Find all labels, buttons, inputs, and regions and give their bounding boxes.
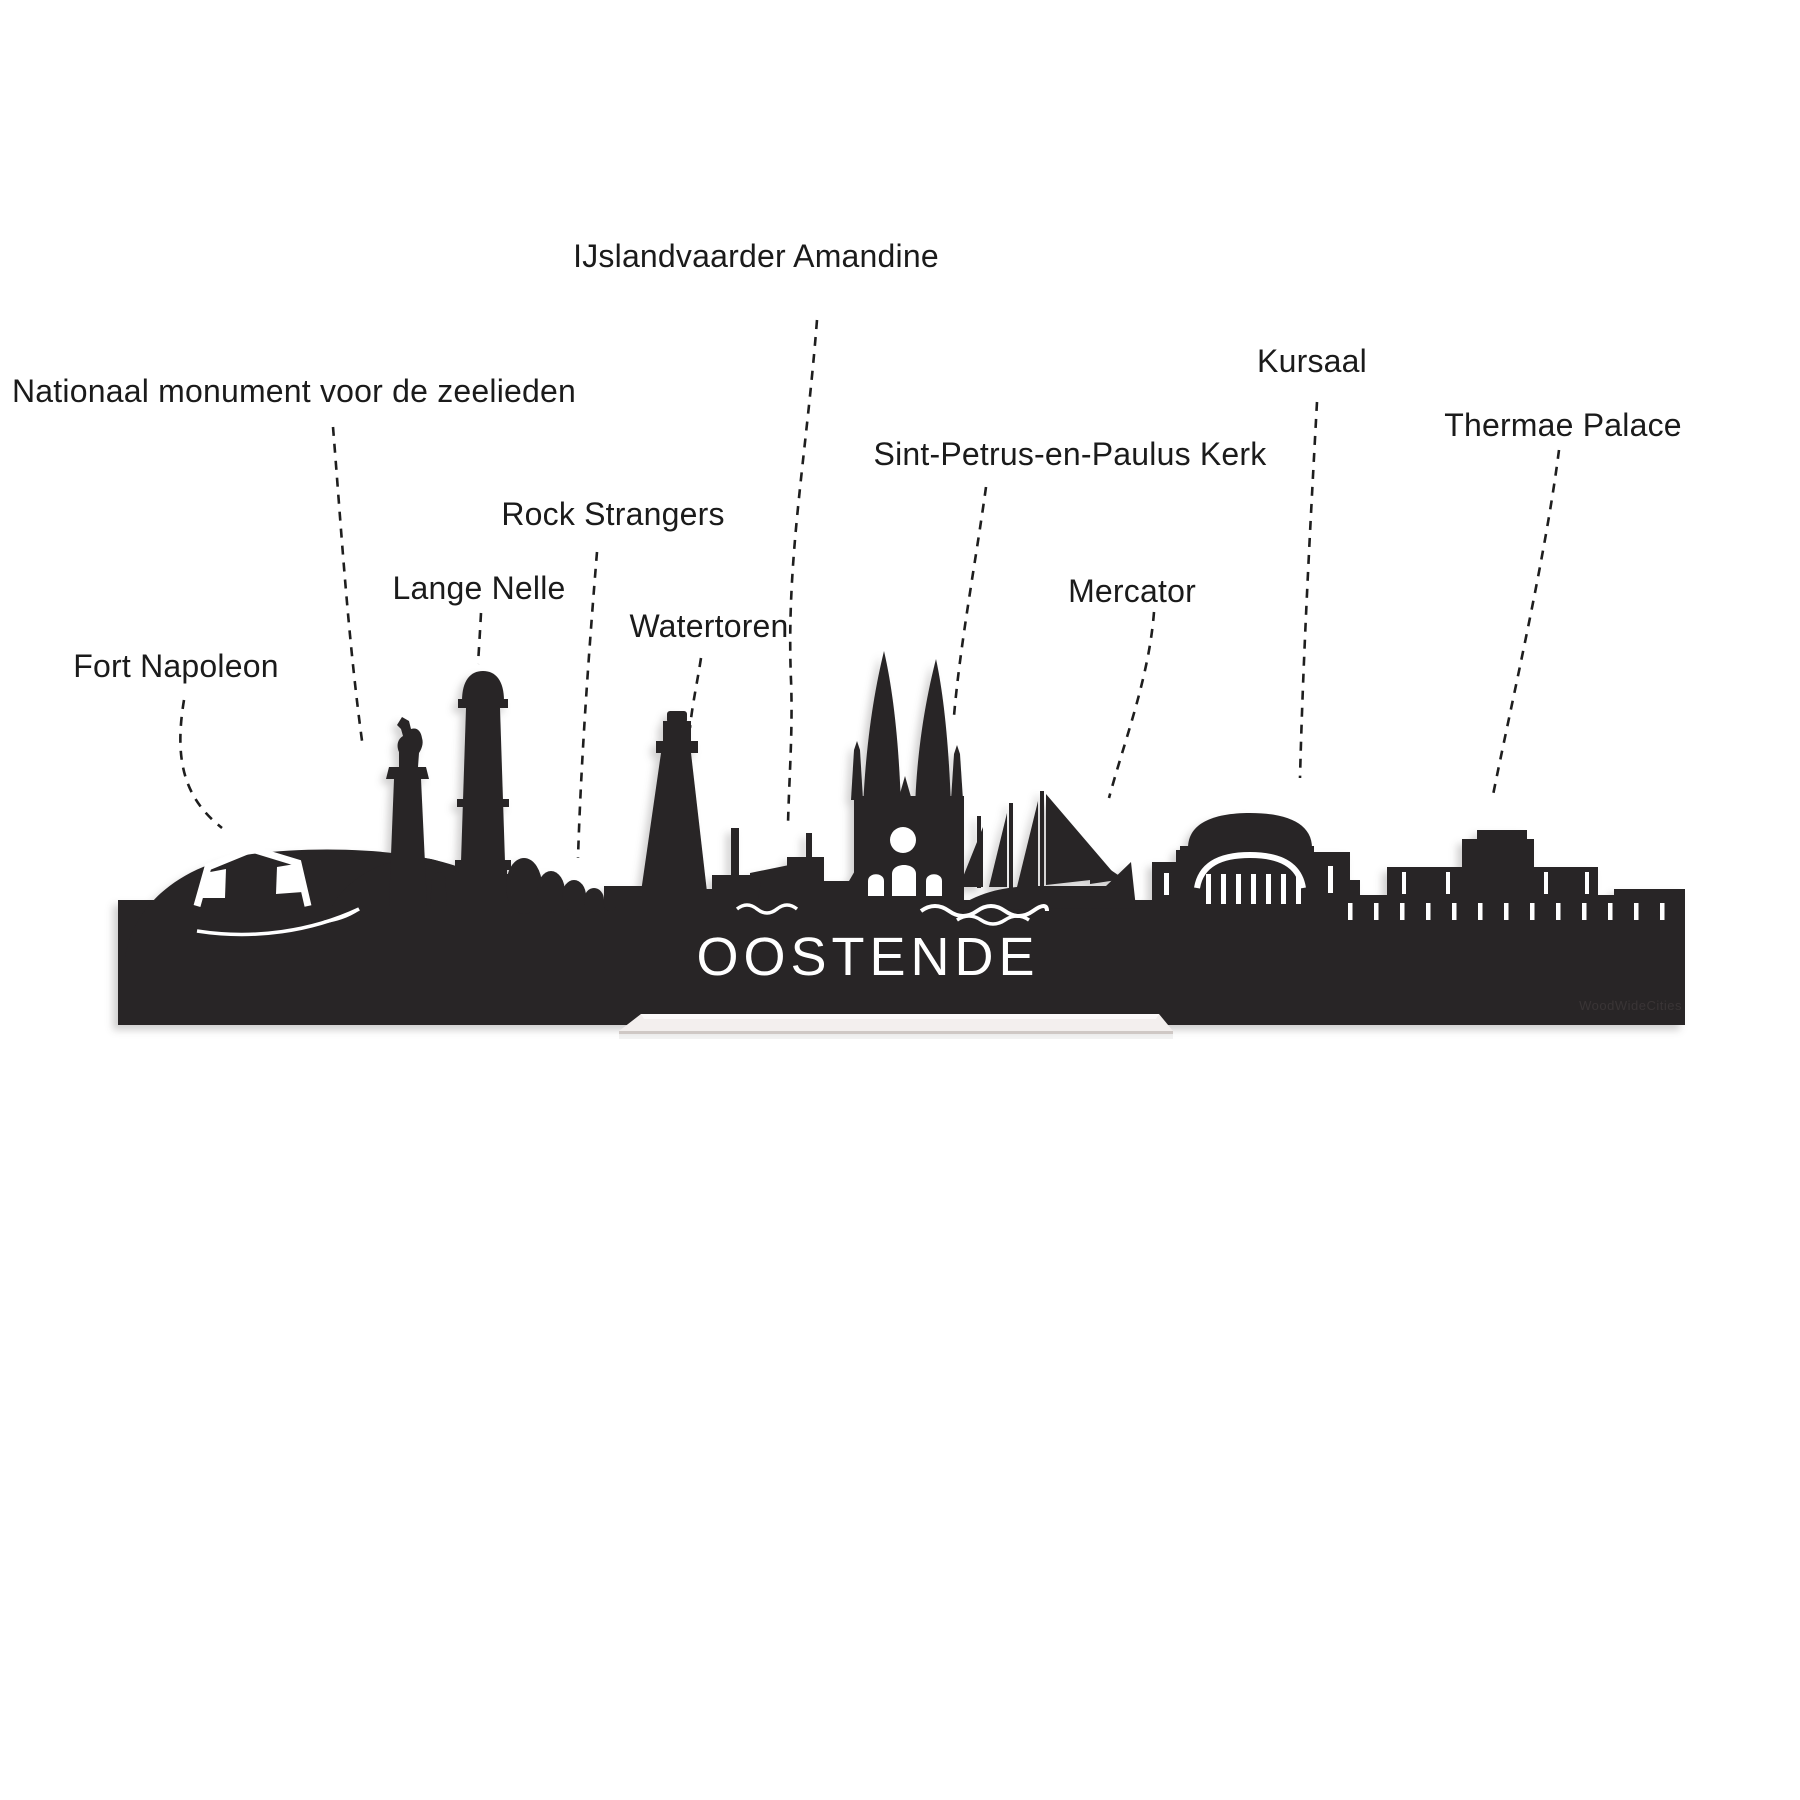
- leader-mercator: [1109, 612, 1154, 798]
- label-lange-nelle: Lange Nelle: [392, 570, 566, 606]
- label-mercator: Mercator: [1068, 573, 1196, 609]
- leader-thermae-palace: [1492, 450, 1559, 800]
- label-rock-strangers: Rock Strangers: [501, 496, 725, 532]
- label-sint-petrus-en-paulus-kerk: Sint-Petrus-en-Paulus Kerk: [873, 436, 1267, 472]
- leader-sint-petrus: [954, 487, 986, 716]
- rock-strangers-silhouette: [506, 858, 642, 914]
- display-stand: [619, 1014, 1173, 1039]
- watertoren-silhouette: [635, 711, 713, 906]
- leader-lange-nelle: [478, 613, 481, 664]
- leader-fort-napoleon: [180, 700, 222, 828]
- label-fort-napoleon: Fort Napoleon: [73, 648, 279, 684]
- city-name-cutout: OOSTENDE: [696, 927, 1040, 987]
- label-watertoren: Watertoren: [629, 608, 789, 644]
- ijslandvaarder-amandine-silhouette: [712, 828, 859, 906]
- leader-ijslandvaarder-amandine: [788, 320, 817, 824]
- leader-rock-strangers: [578, 552, 597, 858]
- label-kursaal: Kursaal: [1257, 343, 1367, 379]
- brand-watermark: WoodWideCities: [1579, 998, 1682, 1013]
- zeelieden-monument-silhouette: [386, 717, 447, 906]
- leader-kursaal: [1300, 402, 1317, 778]
- rose-window-cutout: [890, 827, 916, 853]
- leader-nationaal-monument: [333, 427, 363, 748]
- mercator-silhouette: [954, 791, 1136, 910]
- leader-watertoren: [690, 658, 701, 728]
- fort-napoleon-silhouette: [125, 850, 509, 1010]
- label-thermae-palace: Thermae Palace: [1444, 407, 1682, 443]
- label-nationaal-monument: Nationaal monument voor de zeelieden: [12, 373, 576, 409]
- label-ijslandvaarder-amandine: IJslandvaarder Amandine: [573, 238, 939, 274]
